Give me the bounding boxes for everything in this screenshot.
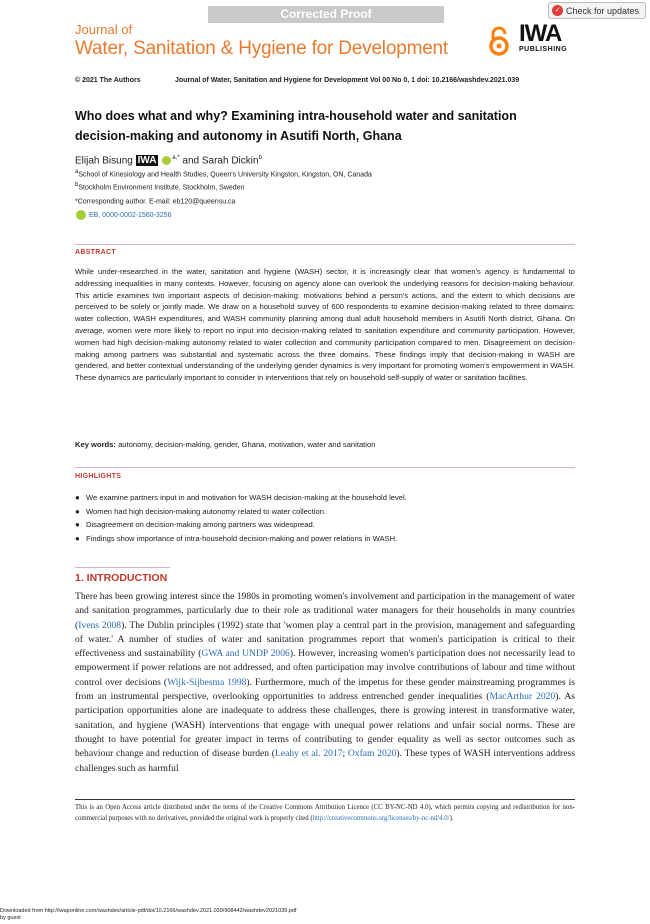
author-line [75,155,262,166]
keywords [75,440,575,449]
corrected-proof-banner: Corrected Proof [208,6,444,23]
bullet-icon: ● [75,506,80,516]
list-item: ● Women had high decision-making autonomy related to water collection. [75,505,575,519]
list-item: ● Disagreement on decision-making among partners was widespread. [75,518,575,532]
footnote-end: ). [449,814,454,822]
divider [75,567,170,568]
highlights-label: HIGHLIGHTS [75,473,122,480]
citation-link[interactable]: Oxfam 2020 [347,748,397,760]
divider [75,799,575,800]
orcid-icon [76,210,86,220]
intro-text-run: ). These types of WASH interventions address challenges such as harmful [75,748,575,774]
intro-text-run: ). The Dublin principles (1992) state that 'women play a central part in the provision, management and safeguarding of water.' A number of studies of water and sanitation programmes report that women's participation is critical to their effectiveness and sustainability ( [75,619,575,660]
section-heading: 1. INTRODUCTION [75,572,168,584]
author-name[interactable]: Elijah Bisung [75,155,133,167]
check-updates-label: Check for updates [566,6,640,16]
intro-text-run: ). As participation opportunities alone are inadequate to address these challenges, there is growing interest in transformative water, sanitation, and hygiene (WASH) interventions that engage with unequal power relations and unfair social norms. These are thought to have potential for greater impact in terms of contributing to gender equality as well as sector outcomes such as behaviour change and reduction of disease burden ( [75,691,575,760]
license-footnote [75,803,575,824]
author-sup: a,* [172,155,180,161]
keywords-label: Key words: [75,440,116,449]
divider [75,467,575,468]
affiliations [75,167,372,207]
corresponding-author: *Corresponding author. E-mail: eb120@queensu.ca [75,197,236,205]
abstract-text: While under-researched in the water, sanitation and hygiene (WASH) sector, it is increasingly clear that women's agency is fundamental to addressing inequalities in many contexts. However, focusing on agency alone can overlook the underlying reasons for decision-making behaviour. This article examines two important aspects of decision-making: motivations behind a person's actions, and the extent to which decisions are perceived to be solely or jointly made. We draw on a household survey of 600 respondents to examine decision-making related to three domains: water collection, WASH expenditures, and WASH community planning among dual adult household members in Asutifi North district, Ghana. On average, women were more likely to report no input into decision-making related to sanitation expenditure and community participation. However, women had high decision-making autonomy related to water collection and community participation compared to men. Disagreement on decision-making among partners was substantial and systematic across the three domains. These findings imply that decision-making in WASH are gendered, and better contextual understanding of the underlying gender dynamics is very important for promoting women's empowerment in WASH. These dynamics are particularly important to consider in interventions that rely on household self-supply of water or sanitation facilities. [75,267,575,383]
orcid-id[interactable]: EB, 0000-0002-1560-3256 [88,211,172,219]
author-joiner: and [179,155,202,167]
divider [75,244,575,245]
license-link[interactable]: http://creativecommons.org/licenses/by-nc-nd/4.0/ [312,814,450,822]
author-sup: b [258,155,262,161]
bullet-icon: ● [75,493,80,502]
open-access-icon [488,25,510,57]
citation-link[interactable]: GWA and UNDP 2006 [201,648,290,660]
check-for-updates-button[interactable] [548,2,646,19]
download-line: by guest [0,915,21,921]
orcid-line[interactable] [75,210,171,220]
author-name[interactable]: Sarah Dickin [201,155,259,167]
list-item: ● Findings show importance of intra-household decision-making and power relations in WASH. [75,532,575,546]
download-line: Downloaded from http://iwaponline.com/washdev/article-pdf/doi/10.2166/washdev.2021.039/908442/washdev2021039.pdf [0,908,297,914]
iwa-logo-text: IWA [519,20,562,47]
check-updates-icon: ✓ [552,5,563,16]
intro-body [75,590,575,776]
intro-text-run: ). Furthermore, much of the impetus for these gender mainstreaming programmes is from an instrumental perspective, overlooking opportunities to address entrenched gender inequalities ( [75,676,575,703]
affiliation: bStockholm Environment Institute, Stockholm, Sweden [75,182,245,192]
citation-link[interactable]: MacArthur 2020 [489,691,556,703]
highlights-list [75,491,575,545]
intro-text-run: ; [342,748,348,760]
iwa-logo-sub: PUBLISHING [519,46,568,53]
bullet-icon: ● [75,520,80,530]
journal-title-line1: Journal of [75,22,133,37]
iwa-member-badge: IWA [137,155,157,167]
intro-text-run: There has been growing interest since the 1980s in promoting women's involvement and participation in the management of water and sanitation programmes, particularly due to their role as traditional water managers for their households in many countries ( [75,591,575,631]
journal-info: Journal of Water, Sanitation and Hygiene for Development Vol 00 No 0, 1 doi: 10.2166/washdev.2021.039 [175,77,520,84]
list-item: ● We examine partners input in and motivation for WASH decision-making at the household level. [75,491,575,505]
citation-link[interactable]: Ivens 2008 [78,619,122,631]
keywords-text: autonomy, decision-making, gender, Ghana, motivation, water and sanitation [118,440,376,449]
download-notice [0,908,297,922]
bullet-icon: ● [75,533,80,543]
affiliation: aSchool of Kinesiology and Health Studies, Queen's University Kingston, Kingston, ON, Canada [75,169,372,179]
orcid-icon[interactable] [162,156,171,165]
article-title: Who does what and why? Examining intra-household water and sanitation decision-making and autonomy in Asutifi North, Ghana [75,109,517,143]
citation-link[interactable]: Leahy et al. 2017 [275,748,343,760]
intro-text-run: ). However, increasing women's participation does not necessarily lead to empowerment if power relations are not addressed, and often participation may involve contributions of labour and time without control over decisions ( [75,648,575,688]
abstract-label: ABSTRACT [75,249,116,256]
copyright: © 2021 The Authors [75,77,141,84]
iwa-publishing-logo [519,22,575,56]
citation-link[interactable]: Wijk-Sijbesma 1998 [167,676,247,688]
journal-title-line2: Water, Sanitation & Hygiene for Development [75,38,449,59]
footnote-text: This is an Open Access article distributed under the terms of the Creative Commons Attribution Licence (CC BY-NC-ND 4.0), which permits copying and redistribution for non-commercial purposes with no derivatives, provided the original work is properly cited ( [75,804,575,822]
